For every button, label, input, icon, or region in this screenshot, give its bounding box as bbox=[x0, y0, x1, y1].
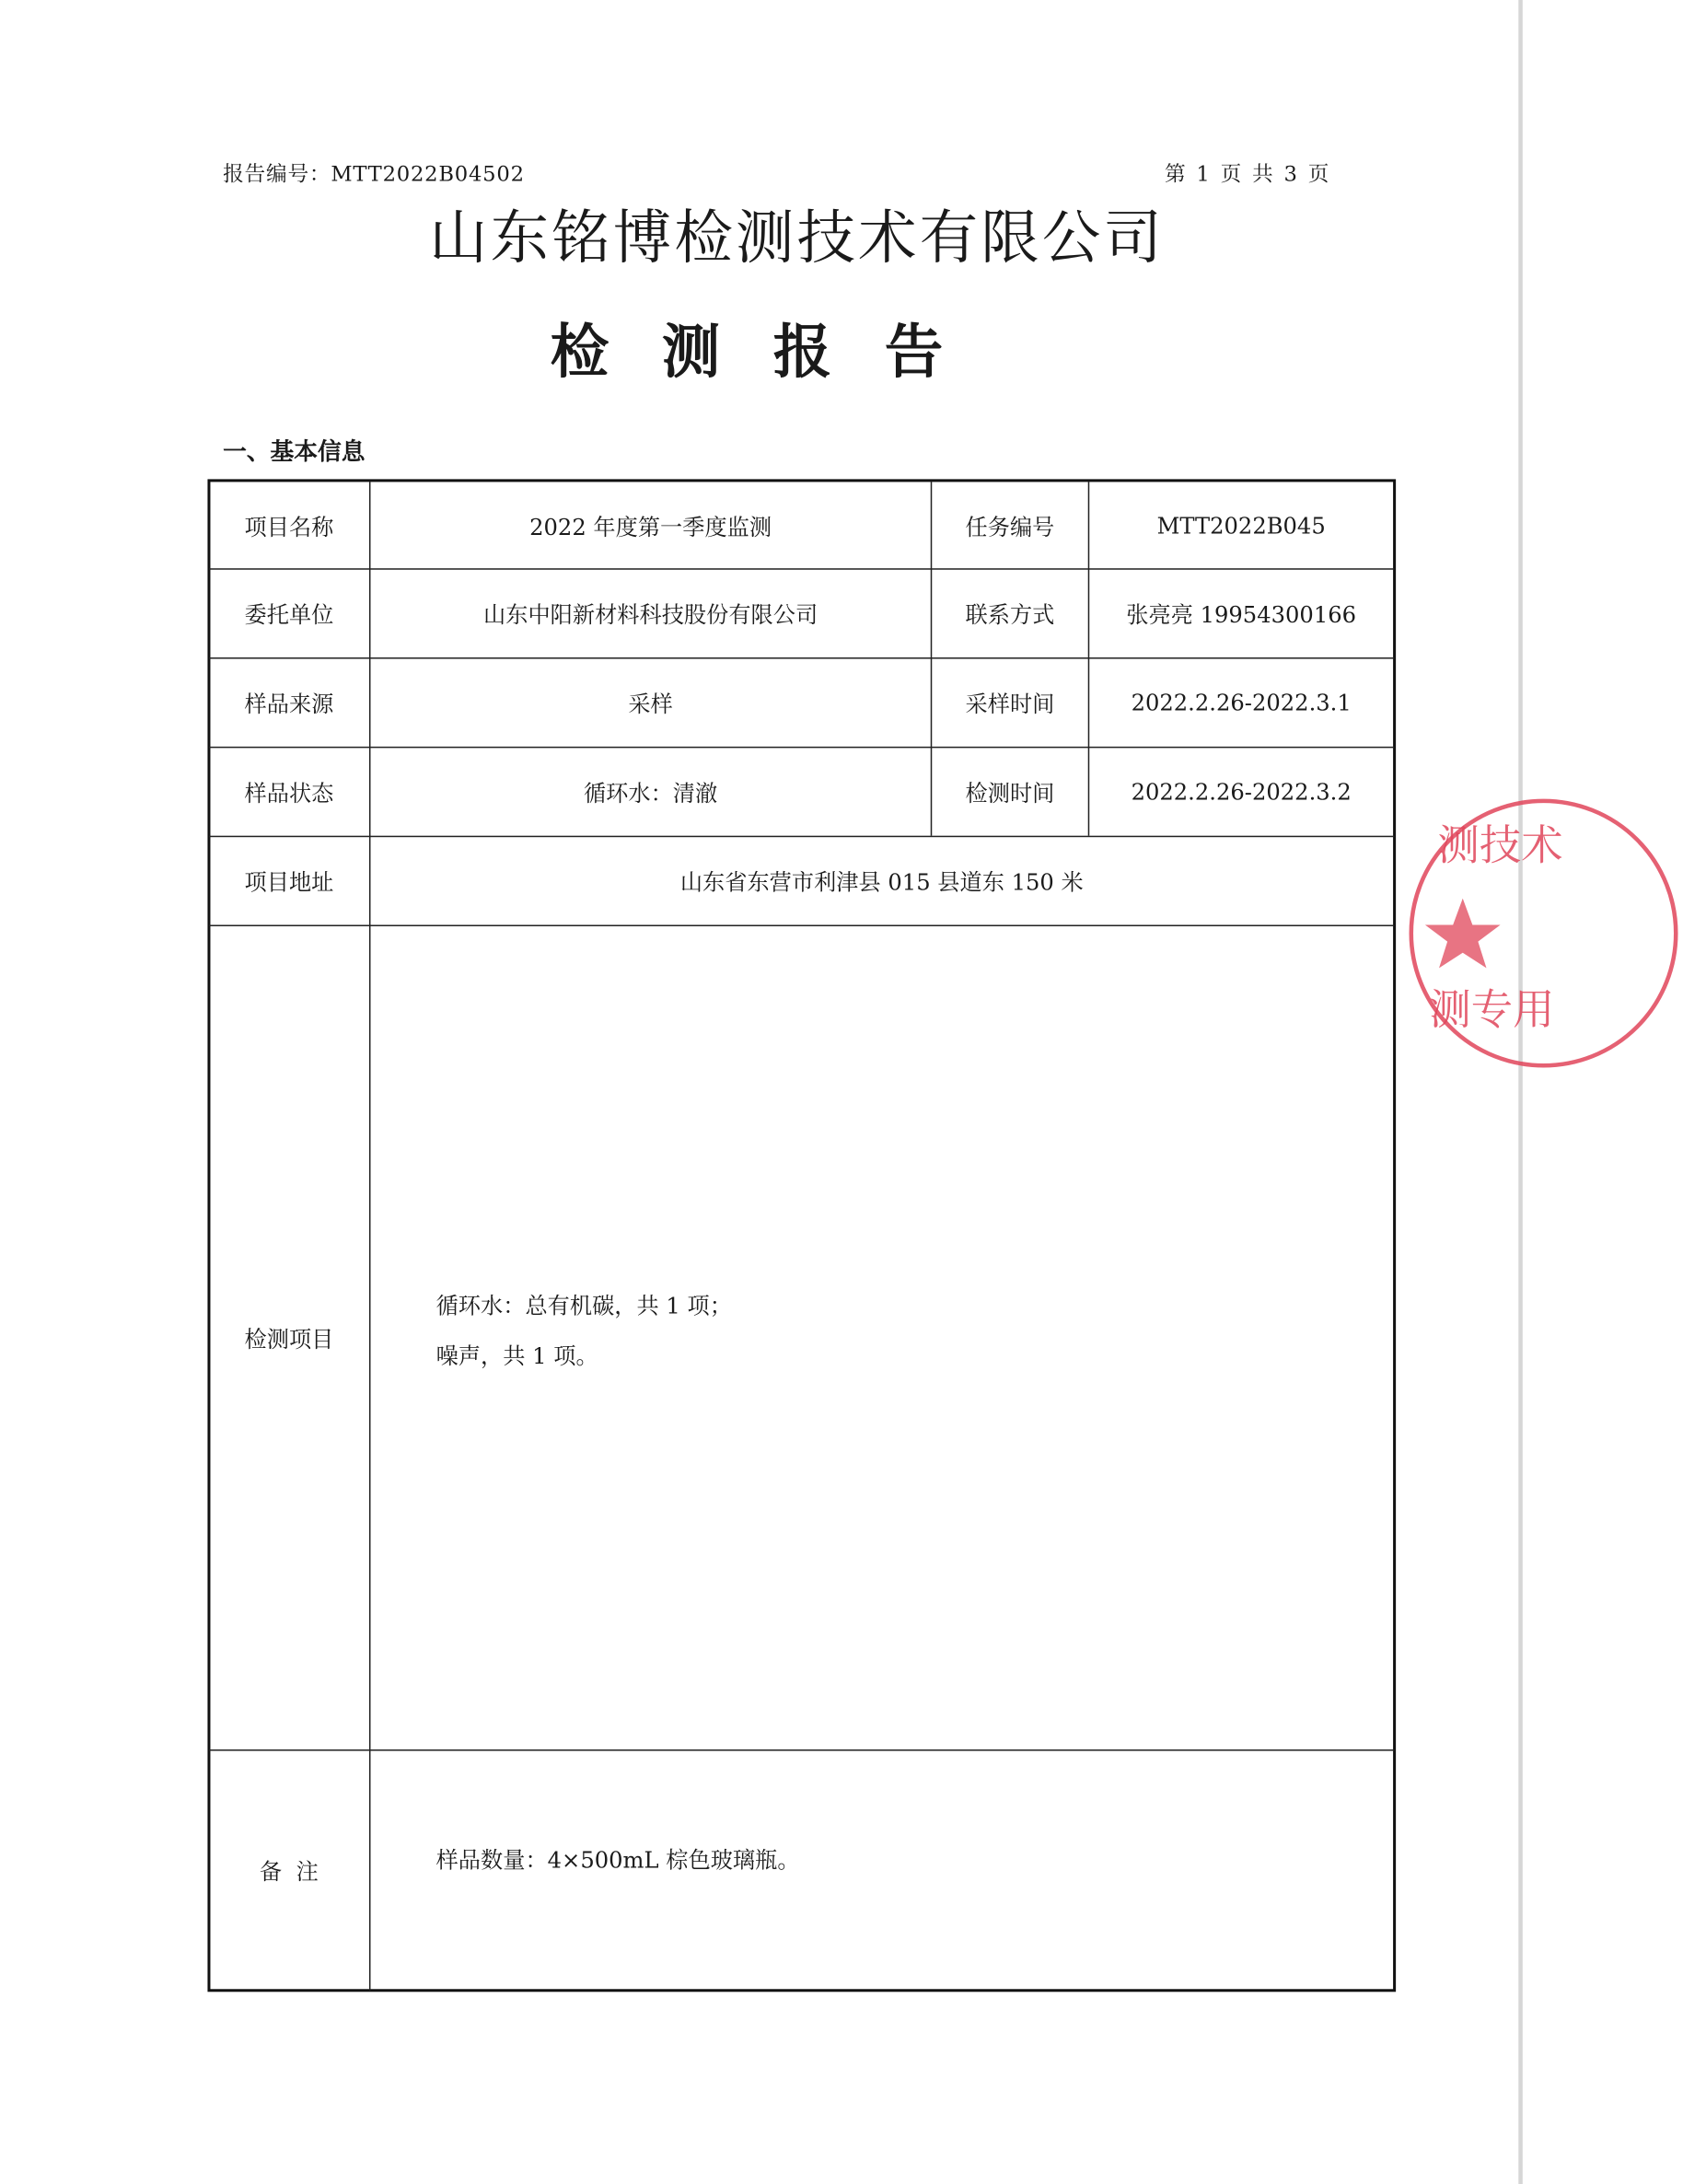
contact-value: 张亮亮 19954300166 bbox=[1126, 601, 1357, 629]
seal-text-top: 测技术 bbox=[1437, 820, 1563, 870]
seal-star-icon bbox=[1425, 899, 1501, 969]
report-number: 报告编号：MTT2022B04502 bbox=[223, 161, 525, 187]
test-items-label: 检测项目 bbox=[244, 1326, 334, 1353]
document-title: 检测报告 bbox=[550, 317, 996, 387]
section-title: 一、基本信息 bbox=[223, 438, 366, 467]
sampling-time-label: 采样时间 bbox=[965, 691, 1055, 718]
remarks-value: 样品数量：4×500mL 棕色玻璃瓶。 bbox=[435, 1846, 800, 1874]
project-name-value: 2022 年度第一季度监测 bbox=[529, 513, 772, 540]
seal-text-bottom: 测专用 bbox=[1429, 984, 1555, 1034]
page-info: 第 1 页 共 3 页 bbox=[1164, 161, 1330, 187]
contact-label: 联系方式 bbox=[965, 601, 1055, 629]
row-divider bbox=[209, 924, 1395, 926]
sample-source-label: 样品来源 bbox=[244, 691, 334, 718]
project-address-value: 山东省东营市利津县 015 县道东 150 米 bbox=[679, 868, 1084, 896]
test-item: 噪声，共 1 项。 bbox=[435, 1342, 598, 1370]
testing-time-label: 检测时间 bbox=[965, 780, 1055, 807]
row-divider bbox=[209, 1749, 1395, 1751]
project-address-label: 项目地址 bbox=[244, 868, 334, 896]
remarks-label: 备 注 bbox=[260, 1858, 319, 1885]
task-number-value: MTT2022B045 bbox=[1156, 511, 1326, 539]
inspection-seal-icon bbox=[1404, 787, 1683, 1080]
sample-source-value: 采样 bbox=[628, 691, 673, 718]
company-name: 山东铭博检测技术有限公司 bbox=[429, 203, 1165, 272]
test-items-list bbox=[436, 1282, 732, 1382]
sample-state-label: 样品状态 bbox=[244, 780, 334, 807]
sampling-time-value: 2022.2.26-2022.3.1 bbox=[1131, 689, 1352, 716]
sample-state-value: 循环水：清澈 bbox=[583, 780, 718, 807]
testing-time-value: 2022.2.26-2022.3.2 bbox=[1131, 778, 1352, 806]
test-item: 循环水：总有机碳，共 1 项； bbox=[435, 1292, 732, 1319]
client-value: 山东中阳新材料科技股份有限公司 bbox=[483, 601, 818, 629]
client-label: 委托单位 bbox=[244, 601, 334, 629]
project-name-label: 项目名称 bbox=[244, 513, 334, 540]
task-number-label: 任务编号 bbox=[965, 513, 1055, 540]
